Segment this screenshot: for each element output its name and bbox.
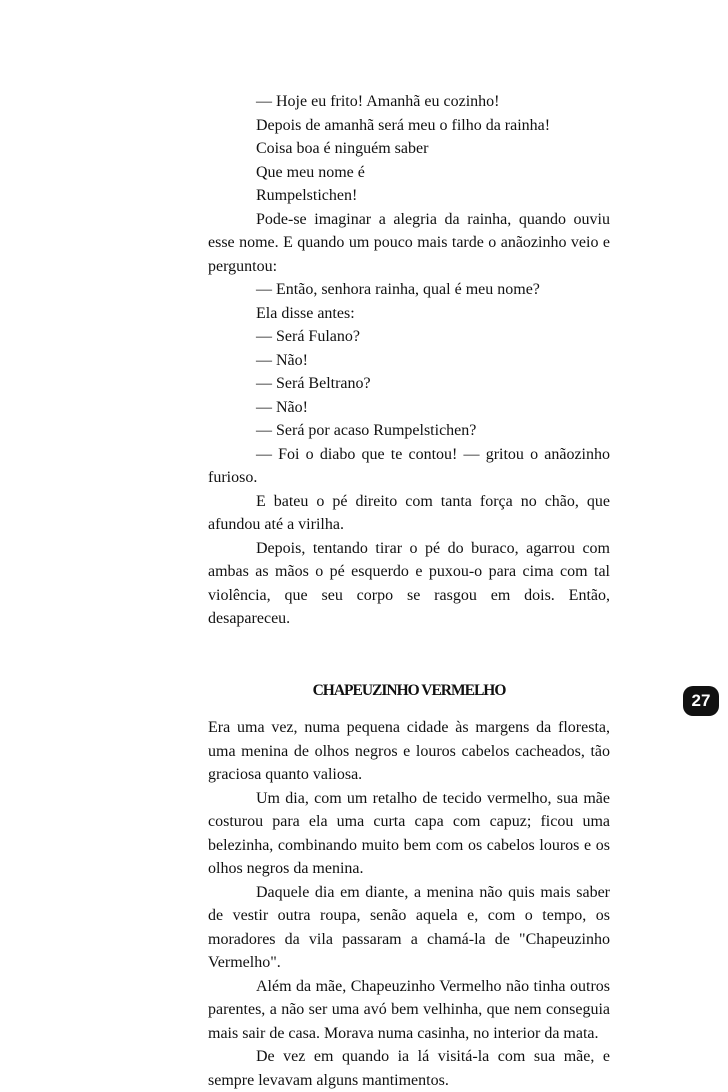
verse-line: — Hoje eu frito! Amanhã eu cozinho! (256, 93, 500, 110)
dialog-line: — Será Fulano? (256, 328, 360, 345)
dialog-line: Ela disse antes: (256, 304, 355, 322)
paragraph: Pode-se imaginar a alegria da rainha, quando ouviu esse nome. E quando um pouco mais tarde o anãozinho veio e perguntou: (208, 210, 610, 275)
dialog-line: — Será Beltrano? (256, 375, 371, 392)
dialog-line: — Então, senhora rainha, qual é meu nome? (256, 281, 540, 298)
paragraph: Depois, tentando tirar o pé do buraco, agarrou com ambas as mãos o pé esquerdo e puxou-o para cima com tal violência, que seu corpo se rasgou em dois. Então, desapareceu. (208, 539, 610, 627)
paragraph: — Foi o diabo que te contou! — gritou o anãozinho furioso. (208, 445, 610, 486)
page-body (208, 90, 610, 1092)
section-title: CHAPEUZINHO VERMELHO (312, 681, 506, 699)
paragraph: E bateu o pé direito com tanta força no chão, que afundou até a virilha. (208, 492, 610, 533)
paragraph: De vez em quando ia lá visitá-la com sua mãe, e sempre levavam alguns mantimentos. (208, 1048, 610, 1089)
verse-line: Rumpelstichen! (256, 187, 358, 204)
verse-line: Que meu nome é (256, 163, 365, 181)
dialog-line: — Não! (256, 351, 308, 369)
verse-line: Coisa boa é ninguém saber (256, 140, 429, 157)
paragraph: Era uma vez, numa pequena cidade às margens da floresta, uma menina de olhos negros e louros cabelos cacheados, tão graciosa quanto valiosa. (208, 719, 610, 783)
verse-line: Depois de amanhã será meu o filho da rainha! (256, 116, 551, 134)
dialog-line: — Será por acaso Rumpelstichen? (256, 422, 477, 439)
paragraph: Daquele dia em diante, a menina não quis mais saber de vestir outra roupa, senão aquela e, com o tempo, os moradores da vila passaram a chamá-la de "Chapeuzinho Vermelho". (208, 883, 610, 971)
page-number-badge: 27 (683, 686, 719, 716)
dialog-line: — Não! (256, 398, 308, 416)
paragraph: Um dia, com um retalho de tecido vermelho, sua mãe costurou para ela uma curta capa com capuz; ficou uma belezinha, combinando muito bem com os cabelos louros e os olhos negros da menina. (208, 789, 610, 877)
paragraph: Além da mãe, Chapeuzinho Vermelho não tinha outros parentes, a não ser uma avó bem velhinha, que nem conseguia mais sair de casa. Morava numa casinha, no interior da mata. (208, 977, 610, 1042)
